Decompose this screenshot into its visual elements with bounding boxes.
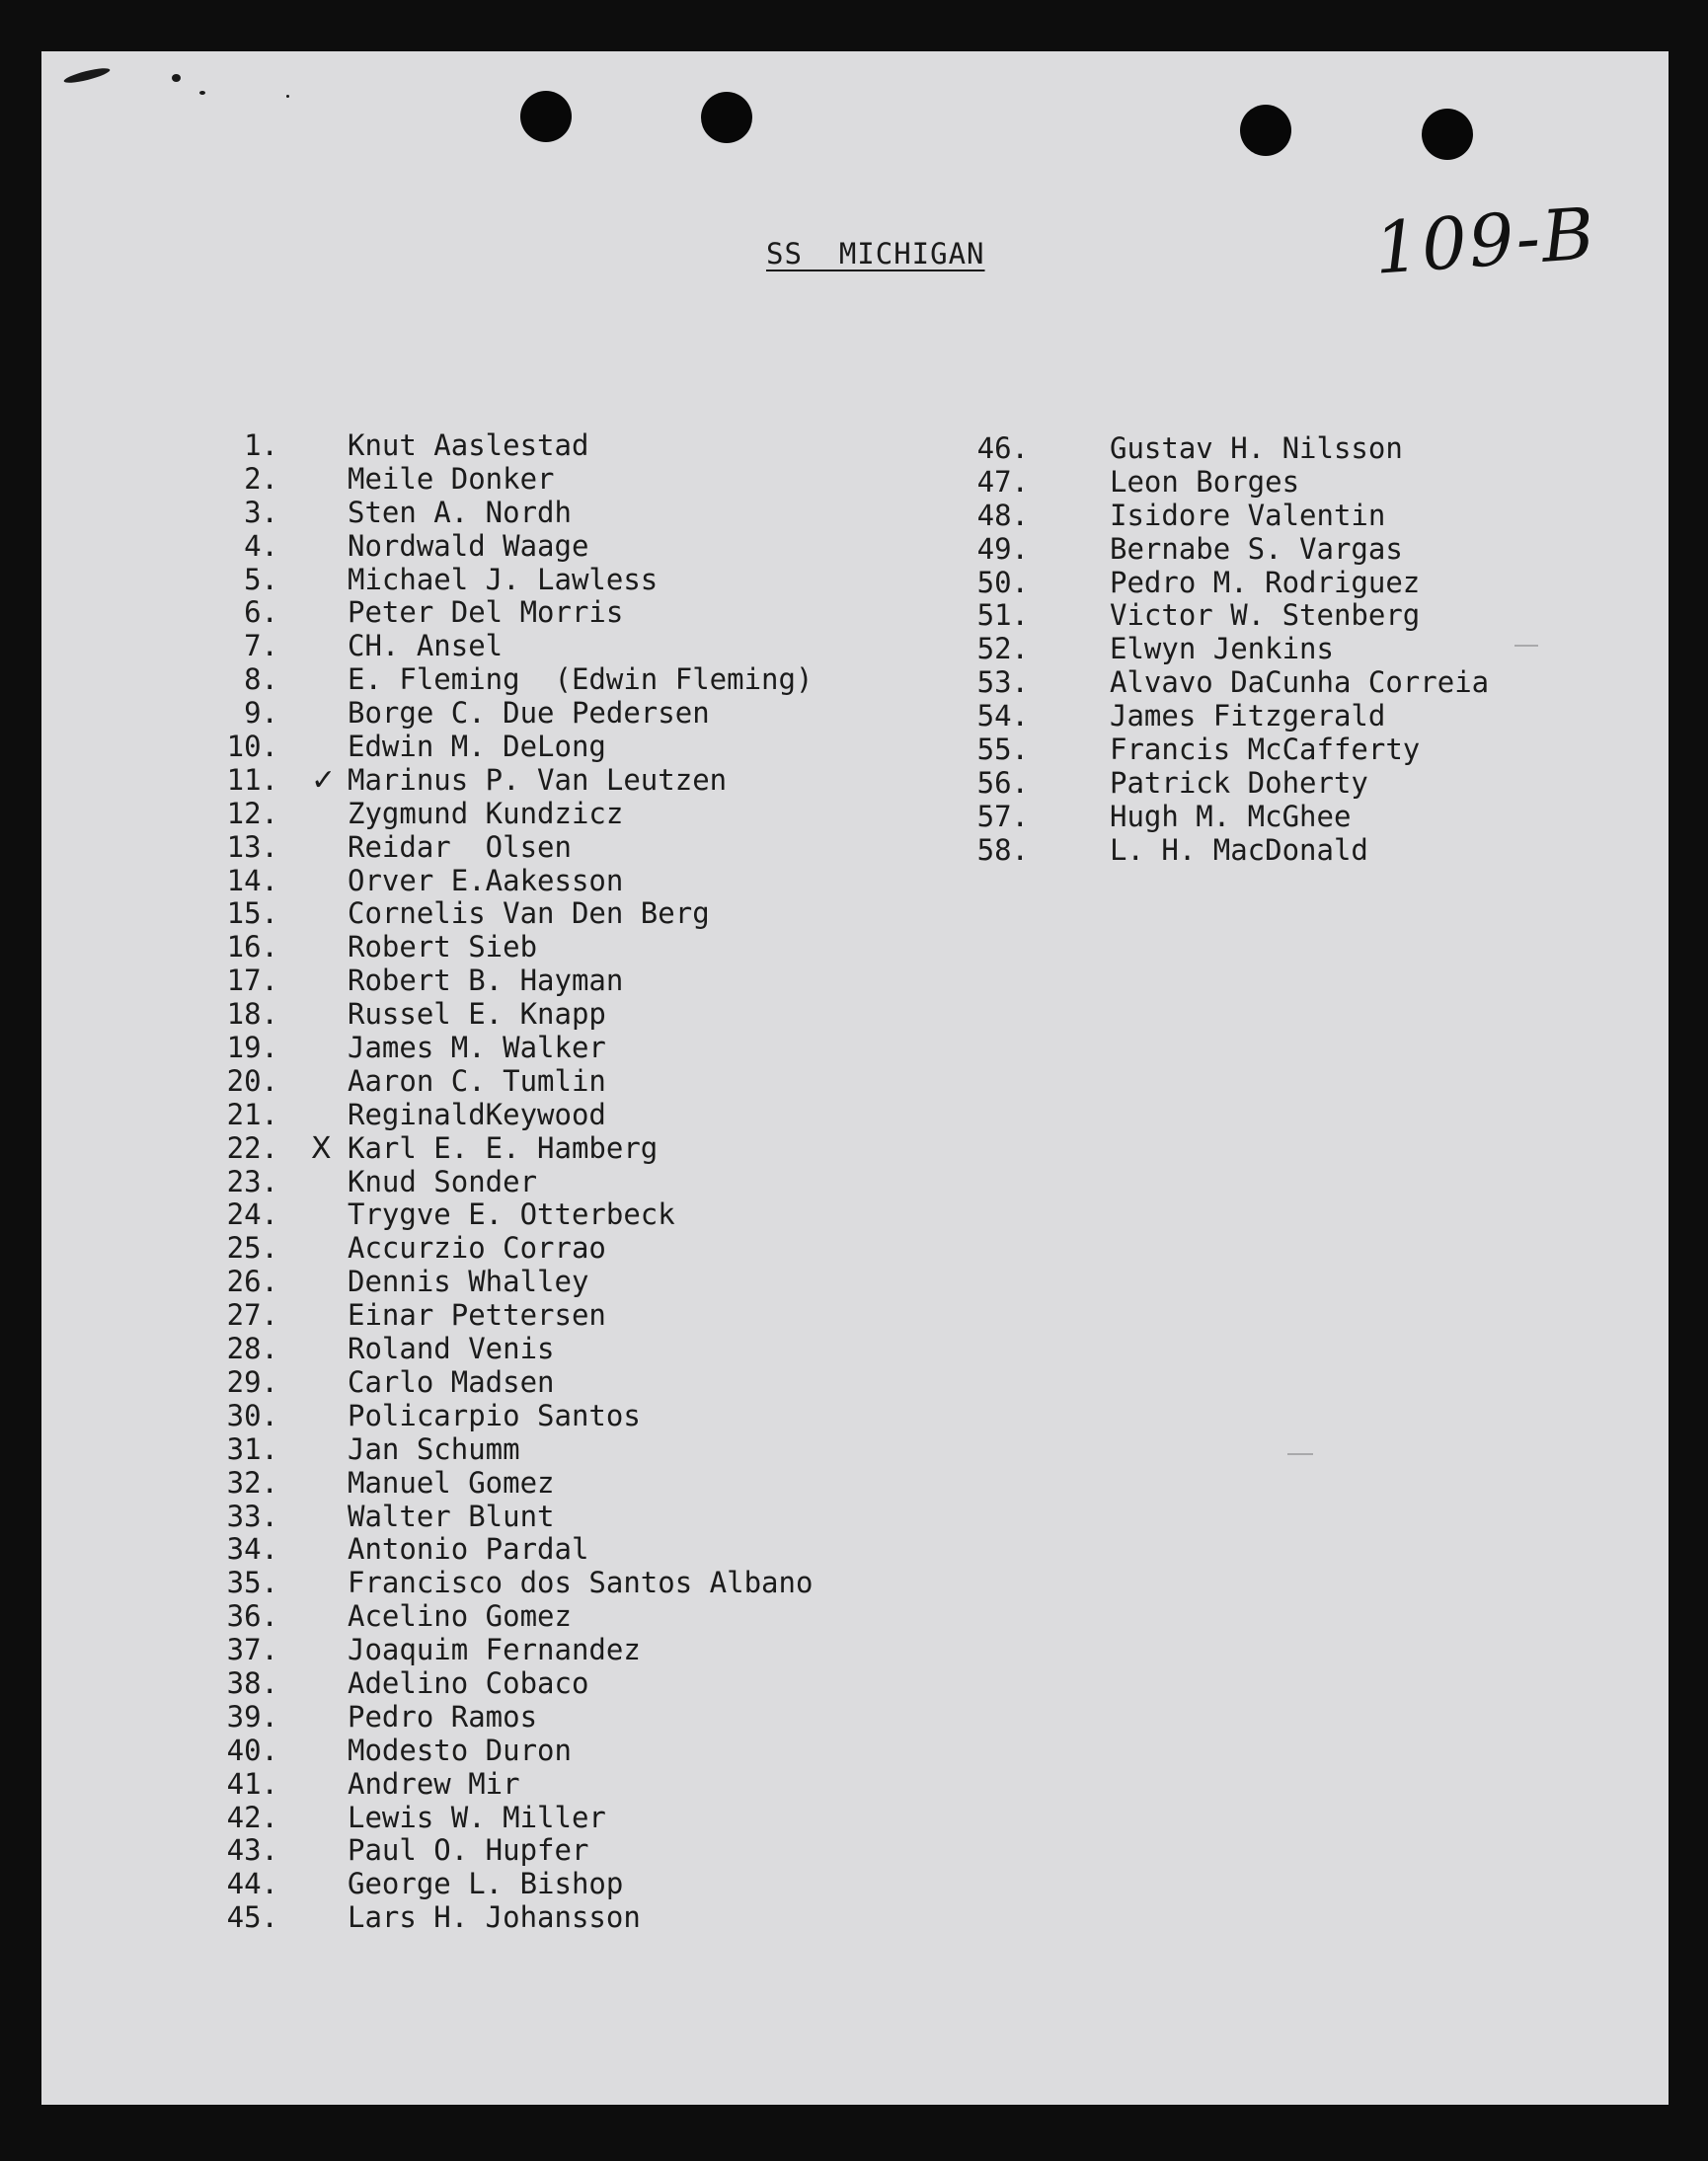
entry-number: 30. <box>226 1398 278 1432</box>
crew-entry <box>920 533 1489 567</box>
entry-number: 14. <box>226 863 278 897</box>
crew-entry <box>190 1266 813 1299</box>
entry-number: 6. <box>244 595 278 630</box>
crew-entry <box>190 731 813 764</box>
crew-entry <box>190 798 813 831</box>
ink-speck <box>199 91 205 95</box>
crew-entry <box>190 1065 813 1099</box>
entry-number: 2. <box>244 461 278 496</box>
crew-name: Pedro M. Rodriguez <box>1110 565 1421 599</box>
crew-name: Aaron C. Tumlin <box>348 1063 606 1098</box>
entry-number: 31. <box>226 1431 278 1466</box>
entry-number: 32. <box>226 1465 278 1500</box>
crew-entry <box>920 834 1489 868</box>
crew-name: Russel E. Knapp <box>348 997 606 1032</box>
crew-name: James Fitzgerald <box>1110 699 1386 733</box>
crew-entry <box>190 596 813 630</box>
entry-number: 12. <box>226 796 278 830</box>
entry-number: 8. <box>244 662 278 697</box>
entry-number: 15. <box>226 896 278 931</box>
crew-name: Peter Del Morris <box>348 595 624 630</box>
crew-entry <box>190 1501 813 1534</box>
ink-speck <box>286 95 289 98</box>
entry-number: 19. <box>226 1031 278 1065</box>
crew-name: Joaquim Fernandez <box>348 1633 641 1667</box>
crew-entry <box>190 663 813 697</box>
entry-number: 43. <box>226 1833 278 1868</box>
crew-entry <box>920 700 1489 733</box>
crew-entry <box>190 564 813 597</box>
entry-number: 39. <box>226 1699 278 1734</box>
crew-name: Policarpio Santos <box>348 1398 641 1432</box>
punch-hole <box>1240 105 1291 156</box>
entry-number: 24. <box>226 1197 278 1232</box>
crew-name: Adelino Cobaco <box>348 1665 589 1700</box>
crew-name: Bernabe S. Vargas <box>1110 531 1403 566</box>
entry-number: 52. <box>976 632 1029 666</box>
crew-entry <box>190 1533 813 1567</box>
crew-name: James M. Walker <box>348 1031 606 1065</box>
crew-entry <box>920 733 1489 767</box>
crew-name: Leon Borges <box>1110 464 1300 499</box>
crew-entry <box>190 1901 813 1935</box>
crew-entry <box>190 1634 813 1667</box>
crew-name: Manuel Gomez <box>348 1465 555 1500</box>
entry-number: 26. <box>226 1265 278 1299</box>
entry-number: 55. <box>976 733 1029 767</box>
crew-entry <box>920 500 1489 533</box>
entry-number: 42. <box>226 1800 278 1834</box>
crew-name: Modesto Duron <box>348 1733 572 1767</box>
entry-number: 45. <box>226 1900 278 1935</box>
crew-name: L. H. MacDonald <box>1110 832 1368 867</box>
entry-number: 23. <box>226 1164 278 1198</box>
crew-name: Jan Schumm <box>348 1431 520 1466</box>
entry-number: 44. <box>226 1867 278 1901</box>
entry-number: 29. <box>226 1364 278 1399</box>
crew-entry <box>920 801 1489 834</box>
check-mark-icon: ✓ <box>311 762 337 798</box>
ink-speck <box>172 74 181 82</box>
entry-number: 49. <box>976 531 1029 566</box>
crew-name: Einar Pettersen <box>348 1298 606 1333</box>
crew-name: Marinus P. Van Leutzen <box>348 762 728 797</box>
crew-name: CH. Ansel <box>348 629 504 663</box>
punch-hole <box>701 92 752 143</box>
entry-number: 22. <box>226 1130 278 1165</box>
entry-number: 17. <box>226 964 278 998</box>
crew-entry <box>190 1802 813 1835</box>
crew-name: Karl E. E. Hamberg <box>348 1130 659 1165</box>
crew-entry <box>190 1333 813 1366</box>
crew-name: Nordwald Waage <box>348 528 589 563</box>
entry-number: 46. <box>976 431 1029 465</box>
crew-entry <box>920 767 1489 801</box>
entry-number: 53. <box>976 665 1029 700</box>
entry-number: 54. <box>976 699 1029 733</box>
entry-number: 36. <box>226 1599 278 1634</box>
entry-number: 10. <box>226 730 278 764</box>
crew-entry <box>190 1032 813 1065</box>
entry-number: 13. <box>226 829 278 864</box>
entry-number: 3. <box>244 495 278 529</box>
entry-number: 5. <box>244 562 278 596</box>
entry-number: 1. <box>244 428 278 462</box>
entry-number: 25. <box>226 1231 278 1266</box>
crew-name: Cornelis Van Den Berg <box>348 896 710 931</box>
crew-entry <box>190 1701 813 1735</box>
entry-number: 47. <box>976 464 1029 499</box>
entry-number: 20. <box>226 1063 278 1098</box>
crew-entry <box>190 1366 813 1400</box>
stray-mark <box>1287 1453 1313 1455</box>
crew-entry <box>190 897 813 931</box>
crew-list-left <box>190 429 813 1935</box>
crew-entry <box>190 1099 813 1132</box>
crew-name: Meile Donker <box>348 461 555 496</box>
crew-name: Francisco dos Santos Albano <box>348 1566 814 1600</box>
crew-list-right <box>920 432 1489 868</box>
handwritten-page-number: 109-B <box>1371 192 1599 290</box>
crew-entry <box>190 497 813 530</box>
crew-name: Andrew Mir <box>348 1766 520 1801</box>
crew-entry <box>190 931 813 965</box>
entry-number: 51. <box>976 598 1029 633</box>
crew-name: Edwin M. DeLong <box>348 730 606 764</box>
crew-name: Lars H. Johansson <box>348 1900 641 1935</box>
crew-entry <box>190 697 813 731</box>
crew-name: Borge C. Due Pedersen <box>348 696 710 731</box>
entry-number: 4. <box>244 528 278 563</box>
crew-name: Robert Sieb <box>348 930 538 965</box>
crew-name: ReginaldKeywood <box>348 1097 606 1131</box>
entry-number: 41. <box>226 1766 278 1801</box>
crew-name: Sten A. Nordh <box>348 495 572 529</box>
entry-number: 37. <box>226 1633 278 1667</box>
crew-name: Trygve E. Otterbeck <box>348 1197 675 1232</box>
crew-entry <box>190 1166 813 1199</box>
crew-name: Isidore Valentin <box>1110 498 1386 532</box>
crew-entry <box>190 1232 813 1266</box>
crew-entry <box>190 1735 813 1768</box>
crew-name: Knud Sonder <box>348 1164 538 1198</box>
crew-name: Robert B. Hayman <box>348 964 624 998</box>
crew-entry <box>190 764 813 798</box>
entry-number: 34. <box>226 1532 278 1567</box>
crew-name: Elwyn Jenkins <box>1110 632 1334 666</box>
crew-name: Walter Blunt <box>348 1499 555 1533</box>
crew-entry <box>920 567 1489 600</box>
crew-name: Accurzio Corrao <box>348 1231 606 1266</box>
entry-number: 56. <box>976 765 1029 800</box>
ink-speck <box>63 65 112 85</box>
crew-name: George L. Bishop <box>348 1867 624 1901</box>
entry-number: 50. <box>976 565 1029 599</box>
crew-name: Lewis W. Miller <box>348 1800 606 1834</box>
page-title: SS MICHIGAN <box>766 237 985 270</box>
crew-name: E. Fleming (Edwin Fleming) <box>348 662 814 697</box>
entry-number: 35. <box>226 1566 278 1600</box>
crew-name: Michael J. Lawless <box>348 562 659 596</box>
entry-number: 9. <box>244 696 278 731</box>
crew-entry <box>190 1868 813 1901</box>
entry-number: 16. <box>226 930 278 965</box>
crew-entry <box>190 1299 813 1333</box>
check-mark-icon: X <box>311 1130 332 1166</box>
entry-number: 18. <box>226 997 278 1032</box>
document-page <box>41 51 1669 2105</box>
crew-name: Roland Venis <box>348 1332 555 1366</box>
crew-name: Carlo Madsen <box>348 1364 555 1399</box>
entry-number: 58. <box>976 832 1029 867</box>
crew-name: Victor W. Stenberg <box>1110 598 1421 633</box>
crew-name: Acelino Gomez <box>348 1599 572 1634</box>
stray-mark <box>1514 645 1538 647</box>
crew-entry <box>190 865 813 898</box>
crew-name: Reidar Olsen <box>348 829 572 864</box>
crew-name: Pedro Ramos <box>348 1699 538 1734</box>
crew-name: Zygmund Kundzicz <box>348 796 624 830</box>
entry-number: 11. <box>226 762 278 797</box>
entry-number: 7. <box>244 629 278 663</box>
punch-hole <box>520 91 572 142</box>
crew-entry <box>190 1132 813 1166</box>
crew-entry <box>190 1834 813 1868</box>
entry-number: 57. <box>976 799 1029 833</box>
crew-name: Gustav H. Nilsson <box>1110 431 1403 465</box>
entry-number: 33. <box>226 1499 278 1533</box>
crew-name: Antonio Pardal <box>348 1532 589 1567</box>
crew-entry <box>190 831 813 865</box>
crew-entry <box>920 466 1489 500</box>
entry-number: 28. <box>226 1332 278 1366</box>
crew-entry <box>190 1768 813 1802</box>
crew-entry <box>920 666 1489 700</box>
crew-name: Hugh M. McGhee <box>1110 799 1352 833</box>
punch-hole <box>1422 109 1473 160</box>
crew-name: Alvavo DaCunha Correia <box>1110 665 1490 700</box>
crew-name: Francis McCafferty <box>1110 733 1421 767</box>
crew-entry <box>190 998 813 1032</box>
crew-entry <box>920 599 1489 633</box>
crew-entry <box>920 432 1489 466</box>
crew-entry <box>920 633 1489 666</box>
entry-number: 48. <box>976 498 1029 532</box>
crew-entry <box>190 630 813 663</box>
crew-entry <box>190 1567 813 1600</box>
crew-name: Patrick Doherty <box>1110 765 1368 800</box>
crew-entry <box>190 1400 813 1433</box>
crew-name: Paul O. Hupfer <box>348 1833 589 1868</box>
crew-entry <box>190 1433 813 1467</box>
crew-entry <box>190 1667 813 1701</box>
crew-entry <box>190 1600 813 1634</box>
entry-number: 38. <box>226 1665 278 1700</box>
crew-name: Dennis Whalley <box>348 1265 589 1299</box>
crew-entry <box>190 965 813 998</box>
crew-entry <box>190 1467 813 1501</box>
entry-number: 27. <box>226 1298 278 1333</box>
crew-entry <box>190 1198 813 1232</box>
entry-number: 21. <box>226 1097 278 1131</box>
crew-entry <box>190 530 813 564</box>
crew-name: Orver E.Aakesson <box>348 863 624 897</box>
crew-entry <box>190 429 813 463</box>
entry-number: 40. <box>226 1733 278 1767</box>
crew-entry <box>190 463 813 497</box>
crew-name: Knut Aaslestad <box>348 428 589 462</box>
